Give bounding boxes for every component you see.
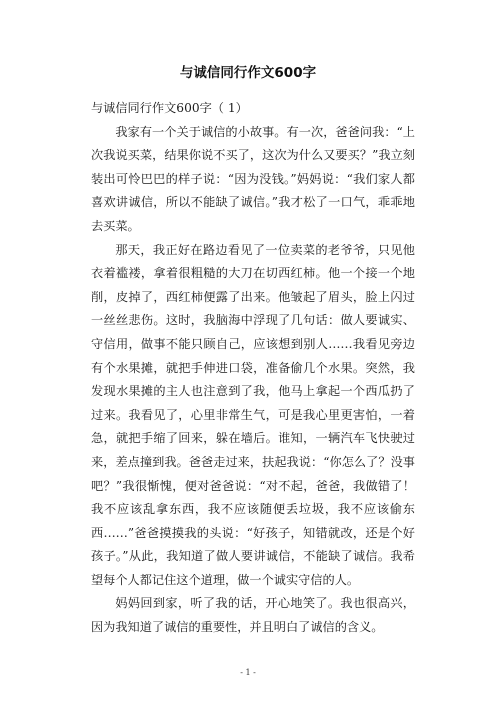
page-number: - 1 - <box>240 668 256 677</box>
document-subtitle: 与诚信同行作文600字（ 1） <box>91 101 248 115</box>
document-body <box>91 97 415 640</box>
paragraph-3: 妈妈回到家，听了我的话，开心地笑了。我也很高兴，因为我知道了诚信的重要性，并且明白了诚信的含义。 <box>91 596 415 635</box>
paragraph-2: 那天，我正好在路边看见了一位卖菜的老爷爷，只见他衣着褴褛，拿着很粗糙的大刀在切西红柿。他一个接一个地削，皮掉了，西红柿便露了出来。他皱起了眉头，脸上闪过一丝丝悲伤。这时，我脑海中浮现了几句话：做人要诚实、守信用，做事不能只顾自己，应该想到别人……我看见旁边有个水果摊，就把手伸进口袋，准备偷几个水果。突然，我发现水果摊的主人也注意到了我，他马上拿起一个西瓜扔了过来。我看见了，心里非常生气，可是我心里更害怕，一着急，就把手缩了回来，躲在墙后。谁知，一辆汽车飞快驶过来，差点撞到我。爸爸走过来，扶起我说：“你怎么了？没事吧？”我很惭愧，便对爸爸说：“对不起，爸爸，我做错了！我不应该乱拿东西，我不应该随便丢垃圾，我不应该偷东西……”爸爸摸摸我的头说：“好孩子，知错就改，还是个好孩子。”从此，我知道了做人要讲诚信，不能缺了诚信。我希望每个人都记住这个道理，做一个诚实守信的人。 <box>91 242 415 587</box>
document-title: 与诚信同行作文600字 <box>179 65 317 81</box>
paragraph-1: 我家有一个关于诚信的小故事。有一次，爸爸问我：“上次我说买菜，结果你说不买了，这次为什么又要买？”我立刻装出可怜巴巴的样子说：“因为没钱。”妈妈说：“我们家人都喜欢讲诚信，所以不能缺了诚信。”我才松了一口气，乖乖地去买菜。 <box>91 124 415 233</box>
